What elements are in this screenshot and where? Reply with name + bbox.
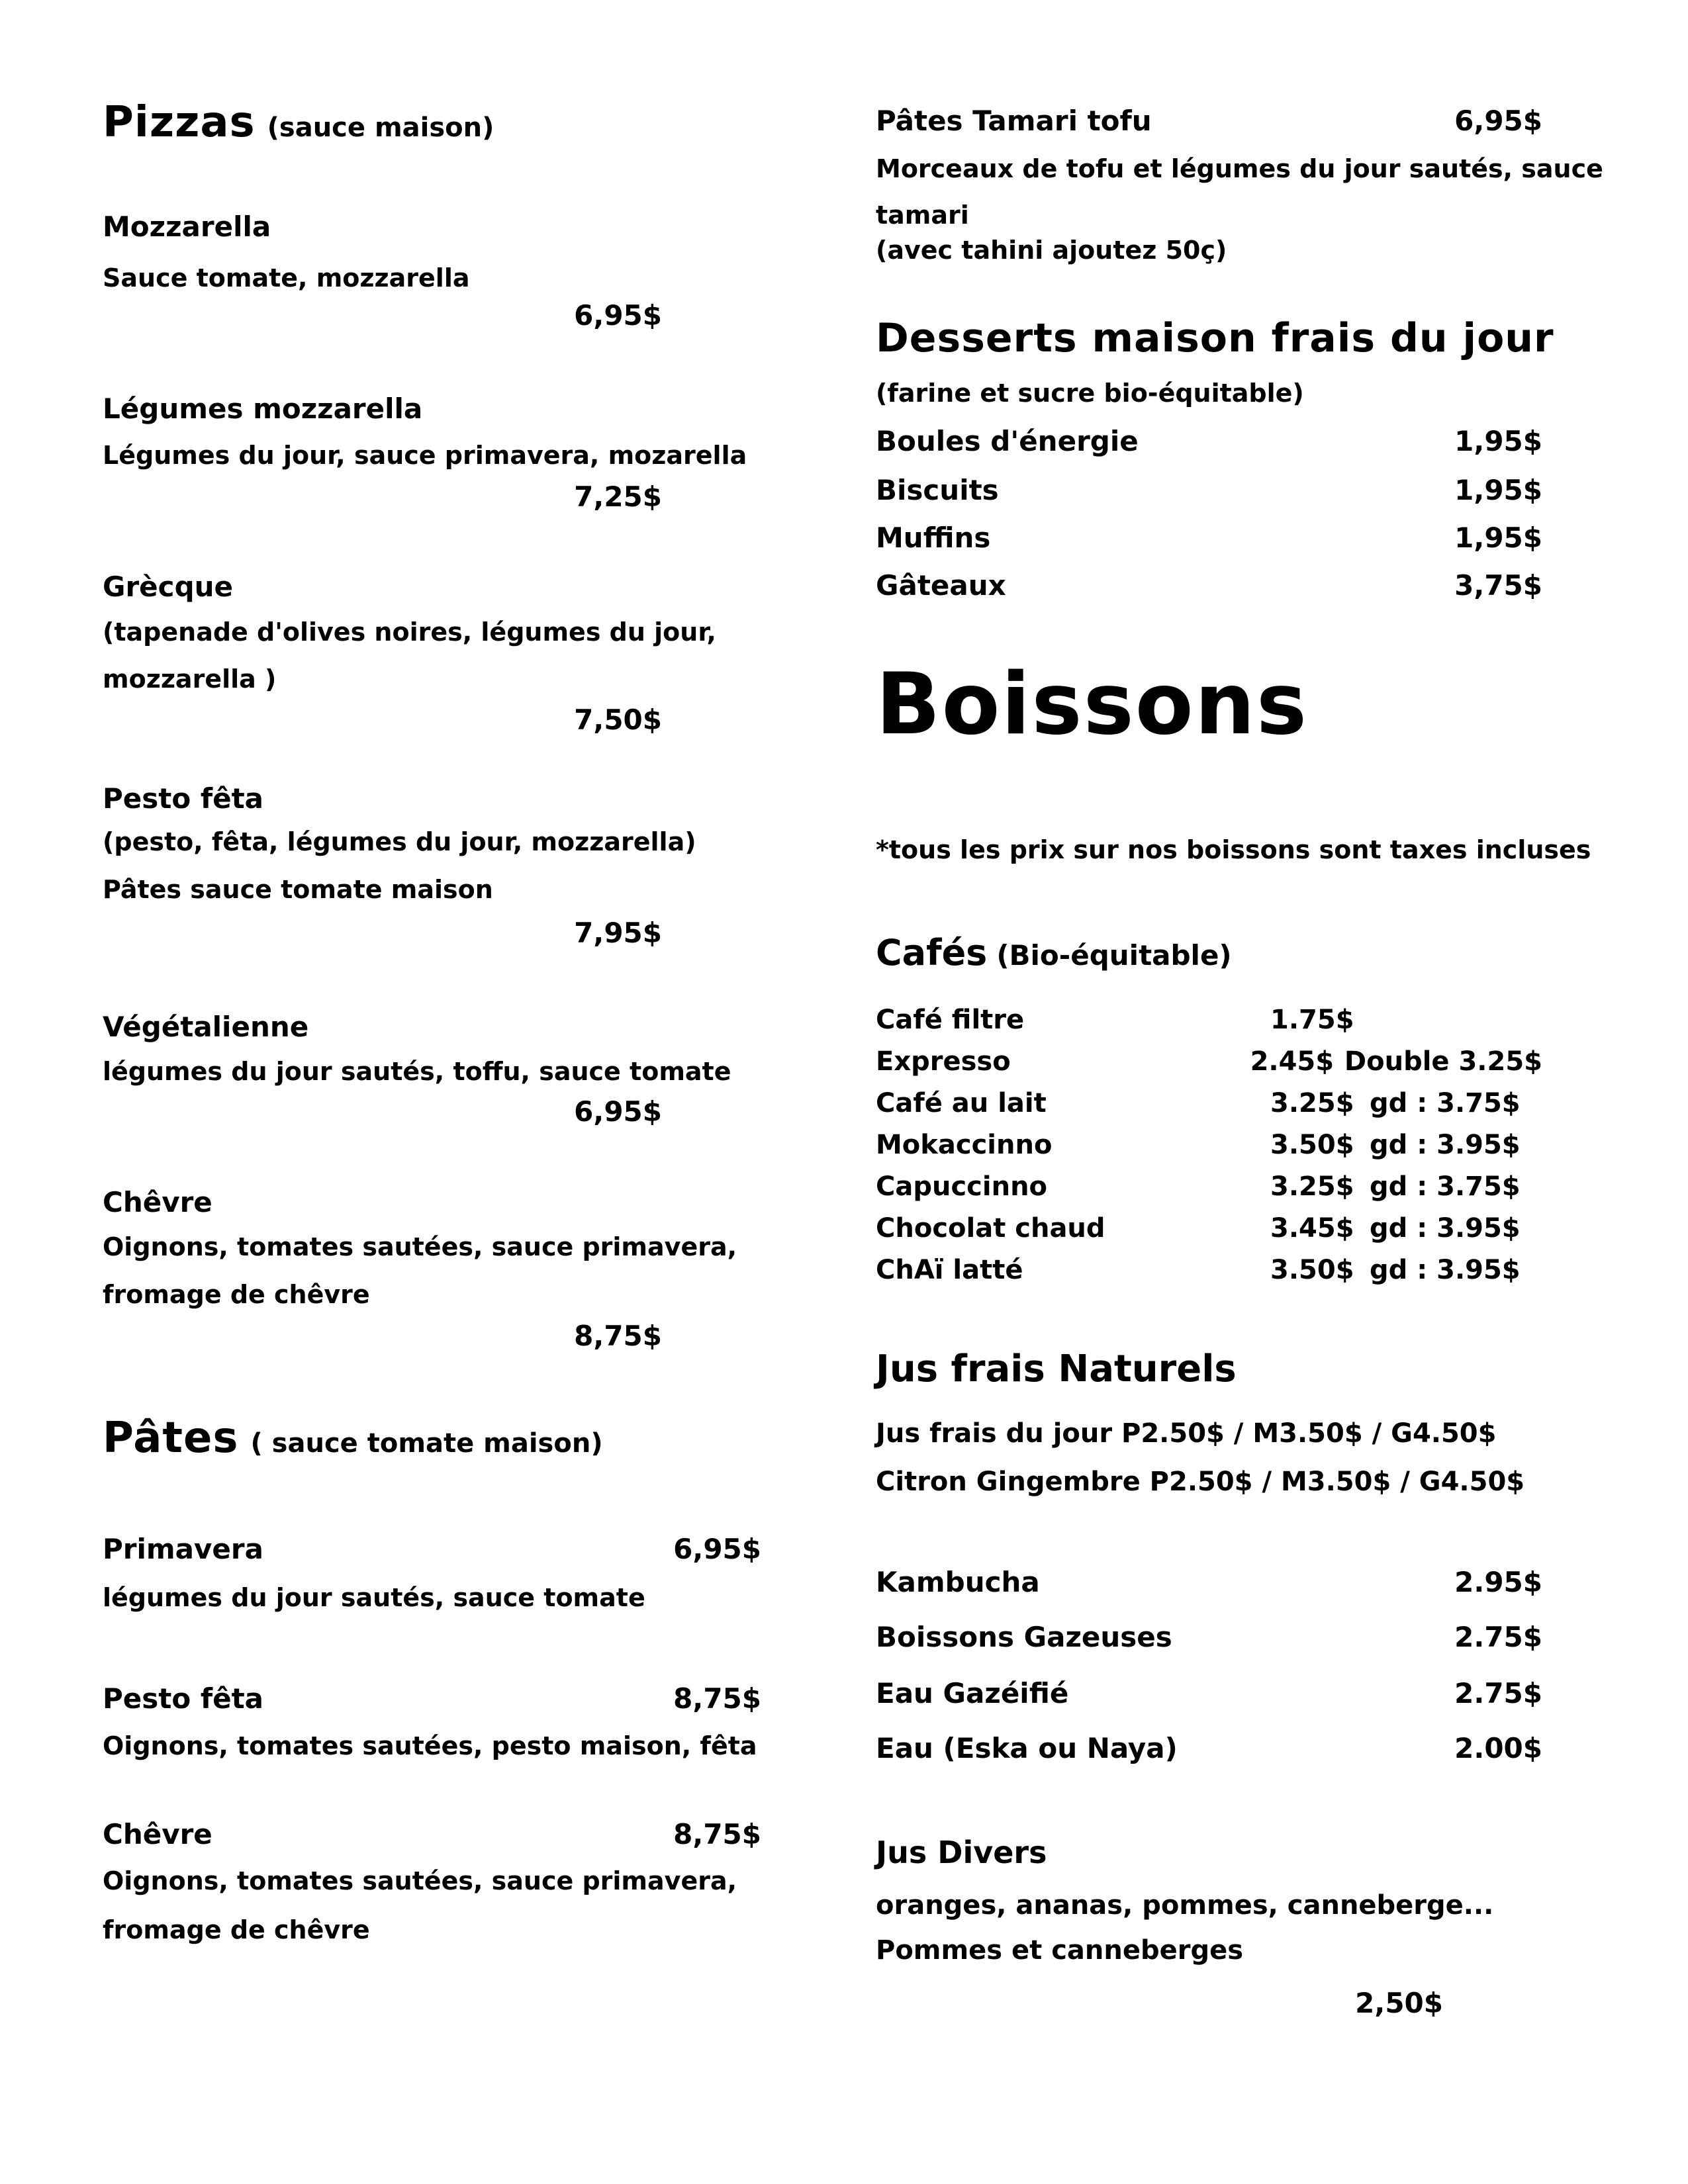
item-price: 1,95$ [1454, 522, 1542, 554]
item-description: oranges, ananas, pommes, canneberge... [876, 1890, 1494, 1921]
item-name: Pesto fêta [103, 782, 263, 815]
item-name: Gâteaux [876, 569, 1006, 602]
item-name: Eau Gazéifié [876, 1677, 1069, 1709]
cafe-item [876, 1005, 1542, 1035]
item-price: 8,75$ [574, 1320, 662, 1352]
item-name: Légumes mozzarella [103, 392, 423, 425]
item-description: (tapenade d'olives noires, légumes du jour, [103, 617, 716, 647]
jus-divers-title: Jus Divers [876, 1835, 1047, 1870]
item-price: 2.75$ [1454, 1621, 1542, 1653]
item-name: Café filtre [876, 1005, 1025, 1035]
item-description: (avec tahini ajoutez 50ç) [876, 236, 1227, 265]
item-price: 7,25$ [574, 480, 662, 513]
item-description: Pommes et canneberges [876, 1935, 1244, 1966]
item-description: (pesto, fêta, légumes du jour, mozzarella) [103, 827, 696, 856]
menu-item [876, 569, 1542, 602]
item-price: 7,95$ [574, 917, 662, 949]
item-price: 1.75$ [1270, 1005, 1354, 1035]
item-name: Végétalienne [103, 1011, 309, 1043]
item-description: tamari [876, 201, 969, 230]
item-price-large: gd : 3.95$ [1370, 1130, 1521, 1160]
item-name: ChAï latté [876, 1255, 1023, 1285]
item-price: 6,95$ [574, 299, 662, 332]
pizzas-title: Pizzas [103, 98, 256, 147]
item-name: Chocolat chaud [876, 1213, 1105, 1244]
item-price: 2.45$ [1250, 1046, 1335, 1077]
menu-item [876, 425, 1542, 457]
pates-section-header [103, 1414, 603, 1463]
cafe-item [876, 1171, 1542, 1202]
desserts-subtitle: (farine et sucre bio-équitable) [876, 379, 1304, 408]
item-price-large: gd : 3.75$ [1370, 1171, 1521, 1202]
menu-item [876, 522, 1542, 554]
cafe-item [876, 1088, 1542, 1118]
menu-item [876, 1677, 1542, 1709]
item-description: légumes du jour sautés, sauce tomate [103, 1583, 645, 1612]
item-name: Expresso [876, 1046, 1011, 1077]
menu-item [103, 1682, 761, 1715]
item-price: 6,95$ [1454, 105, 1542, 137]
pates-title: Pâtes [103, 1414, 239, 1463]
menu-item [876, 474, 1542, 506]
item-price: 1,95$ [1454, 474, 1542, 506]
item-price: 6,95$ [673, 1533, 761, 1565]
item-description: Morceaux de tofu et légumes du jour sautés, sauce [876, 154, 1603, 183]
item-price-large: gd : 3.95$ [1370, 1255, 1521, 1285]
item-price: 1,95$ [1454, 425, 1542, 457]
item-name: Kambucha [876, 1566, 1040, 1598]
item-name: Chêvre [103, 1186, 212, 1218]
item-price: 8,75$ [673, 1818, 761, 1850]
pizzas-subtitle: (sauce maison) [267, 113, 494, 143]
item-name: Eau (Eska ou Naya) [876, 1732, 1178, 1764]
item-price: 3,75$ [1454, 569, 1542, 602]
item-name: Pesto fêta [103, 1682, 263, 1715]
pates-subtitle: ( sauce tomate maison) [250, 1428, 603, 1459]
item-price: 2.00$ [1454, 1732, 1542, 1764]
item-price: 3.45$ [1270, 1213, 1354, 1244]
item-description: mozzarella ) [103, 664, 277, 694]
menu-item [876, 1732, 1542, 1764]
jus-frais-line: Citron Gingembre P2.50$ / M3.50$ / G4.50$ [876, 1467, 1525, 1497]
item-description: fromage de chêvre [103, 1280, 370, 1309]
jus-frais-title: Jus frais Naturels [876, 1347, 1237, 1390]
menu-item [876, 105, 1542, 137]
item-price: 3.50$ [1270, 1130, 1354, 1160]
item-price: 2.75$ [1454, 1677, 1542, 1709]
item-name: Muffins [876, 522, 991, 554]
jus-frais-line: Jus frais du jour P2.50$ / M3.50$ / G4.50$ [876, 1418, 1497, 1449]
cafe-item [876, 1046, 1542, 1077]
item-name: Mozzarella [103, 210, 271, 243]
item-price: 3.25$ [1270, 1171, 1354, 1202]
item-price-large: gd : 3.75$ [1370, 1088, 1521, 1118]
cafe-item [876, 1213, 1542, 1244]
cafes-title: Cafés [876, 932, 988, 974]
item-description: légumes du jour sautés, toffu, sauce tomate [103, 1057, 731, 1086]
item-price-large: Double 3.25$ [1344, 1046, 1542, 1077]
item-name: Mokaccinno [876, 1130, 1053, 1160]
item-name: Pâtes Tamari tofu [876, 105, 1152, 137]
item-description: Oignons, tomates sautées, sauce primavera, [103, 1232, 737, 1261]
item-price: 3.50$ [1270, 1255, 1354, 1285]
item-name: Primavera [103, 1533, 263, 1565]
menu-item [876, 1566, 1542, 1598]
item-description: fromage de chêvre [103, 1915, 370, 1944]
item-price: 3.25$ [1270, 1088, 1354, 1118]
item-price: 2.95$ [1454, 1566, 1542, 1598]
cafes-section-header [876, 932, 1232, 974]
item-description: Oignons, tomates sautées, sauce primavera, [103, 1866, 737, 1895]
menu-item [876, 1621, 1542, 1653]
boissons-title: Boissons [876, 655, 1308, 754]
desserts-title: Desserts maison frais du jour [876, 315, 1554, 361]
item-description: Oignons, tomates sautées, pesto maison, fêta [103, 1731, 757, 1760]
item-name: Capuccinno [876, 1171, 1048, 1202]
item-name: Chêvre [103, 1818, 212, 1850]
cafes-subtitle: (Bio-équitable) [996, 939, 1232, 972]
item-price: 7,50$ [574, 704, 662, 736]
item-description: Pâtes sauce tomate maison [103, 875, 493, 904]
item-name: Café au lait [876, 1088, 1047, 1118]
cafe-item [876, 1130, 1542, 1160]
item-price: 6,95$ [574, 1095, 662, 1128]
item-description: Légumes du jour, sauce primavera, mozarella [103, 441, 747, 470]
boissons-tax-note: *tous les prix sur nos boissons sont taxes incluses [876, 835, 1591, 864]
menu-item [103, 1533, 761, 1565]
item-name: Grècque [103, 570, 234, 603]
item-price: 8,75$ [673, 1682, 761, 1715]
item-description: Sauce tomate, mozzarella [103, 263, 470, 293]
item-name: Boissons Gazeuses [876, 1621, 1172, 1653]
item-price: 2,50$ [1355, 1987, 1443, 2019]
menu-item [103, 1818, 761, 1850]
pizzas-section-header [103, 98, 494, 147]
item-name: Boules d'énergie [876, 425, 1139, 457]
item-price-large: gd : 3.95$ [1370, 1213, 1521, 1244]
cafe-item [876, 1255, 1542, 1285]
item-name: Biscuits [876, 474, 999, 506]
